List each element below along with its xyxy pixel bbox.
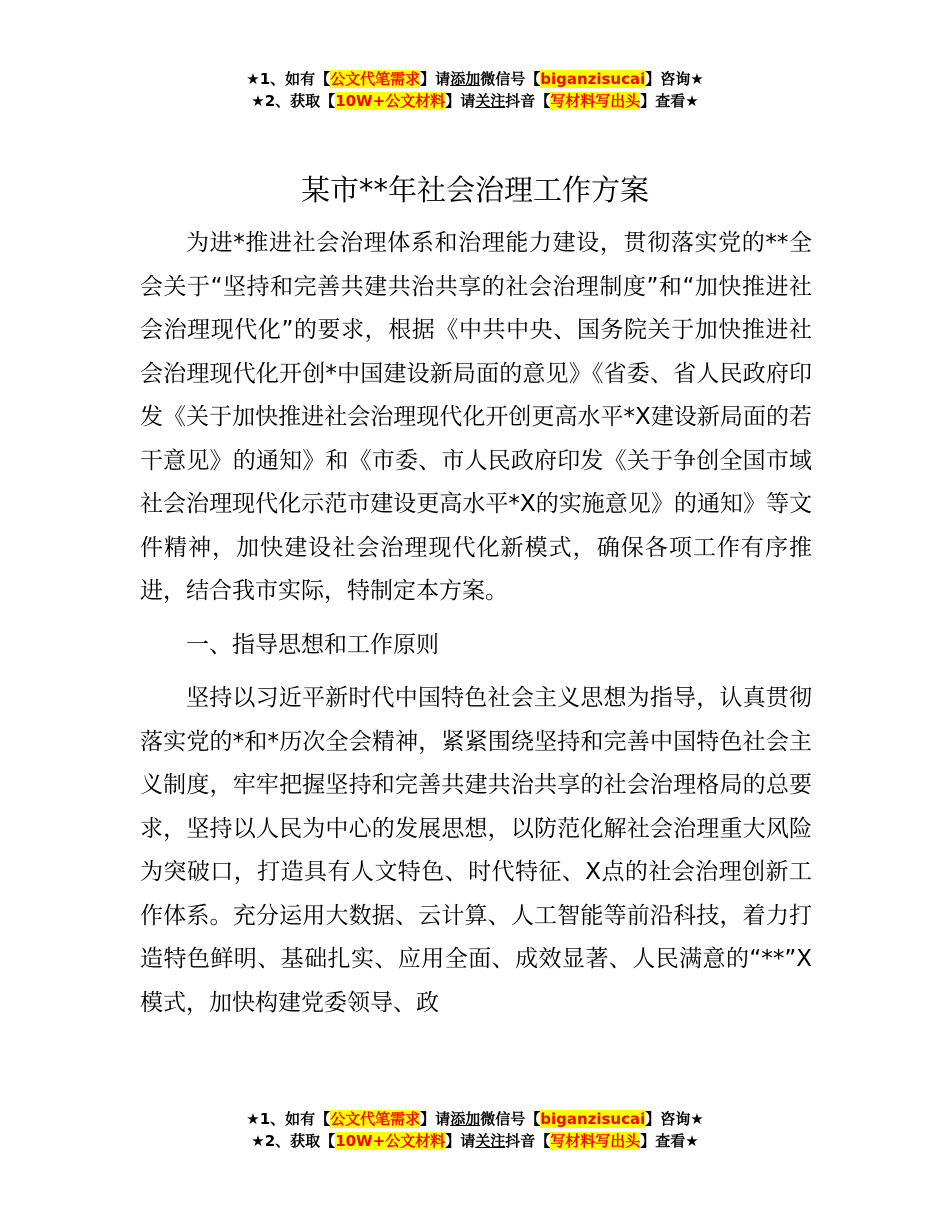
footer-line-2-mid2: 抖音【 (505, 1132, 551, 1150)
header-banner (0, 68, 950, 112)
footer-line-2-underlined: 关注 (475, 1132, 506, 1150)
footer-line-2 (0, 1130, 950, 1152)
header-line-2-highlight-materials: 10W+公文材料 (335, 92, 446, 110)
document-title: 某市**年社会治理工作方案 (300, 173, 649, 207)
header-line-1-mid2: 微信号【 (480, 70, 541, 88)
header-line-1-post: 】咨询★ (645, 70, 704, 88)
footer-line-1-underlined: 添加 (450, 1110, 481, 1128)
intro-paragraph: 为进*推进社会治理体系和治理能力建设，贯彻落实党的**全会关于“坚持和完善共建共治共享的社会治理制度”和“加快推进社会治理现代化”的要求，根据《中共中央、国务院关于加快推进社会治理现代化开创*中国建设新局面的意见》《省委、省人民政府印发《关于加快推进社会治理现代化开创更高水平*X建设新局面的若干意见》的通知》和《市委、市人民政府印发《关于争创全国市域社会治理现代化示范市建设更高水平*X的实施意见》的通知》等文件精神，加快建设社会治理现代化新模式，确保各项工作有序推进，结合我市实际，特制定本方案。 (140, 230, 812, 604)
footer-line-1-post: 】咨询★ (645, 1110, 704, 1128)
guiding-thought-paragraph: 坚持以习近平新时代中国特色社会主义思想为指导，认真贯彻落实党的*和*历次全会精神，紧紧围绕坚持和完善中国特色社会主义制度，牢牢把握坚持和完善共建共治共享的社会治理格局的总要求，坚持以人民为中心的发展思想，以防范化解社会治理重大风险为突破口，打造具有人文特色、时代特征、X点的社会治理创新工作体系。充分运用大数据、云计算、人工智能等前沿科技，着力打造特色鲜明、基础扎实、应用全面、成效显著、人民满意的“**”X模式，加快构建党委领导、政 (140, 685, 812, 1016)
footer-line-1-highlight-wechat: biganzisucai (540, 1110, 646, 1128)
header-line-1-mid1: 】请 (420, 70, 451, 88)
header-line-1-highlight-service: 公文代笔需求 (330, 70, 421, 88)
footer-banner (0, 1108, 950, 1152)
footer-line-1-pre: ★1、如有【 (246, 1110, 331, 1128)
header-line-2-underlined: 关注 (475, 92, 506, 110)
footer-line-2-highlight-materials: 10W+公文材料 (335, 1132, 446, 1150)
header-line-2-pre: ★2、获取【 (251, 92, 336, 110)
footer-line-2-pre: ★2、获取【 (251, 1132, 336, 1150)
footer-line-1-mid2: 微信号【 (480, 1110, 541, 1128)
header-line-1-underlined: 添加 (450, 70, 481, 88)
footer-line-1-mid1: 】请 (420, 1110, 451, 1128)
footer-line-2-post: 】查看★ (640, 1132, 699, 1150)
header-line-2-mid1: 】请 (445, 92, 476, 110)
header-line-2-highlight-douyin: 写材料写出头 (550, 92, 641, 110)
footer-line-2-highlight-douyin: 写材料写出头 (550, 1132, 641, 1150)
header-line-2 (0, 90, 950, 112)
document-body (140, 222, 812, 1025)
section-heading-1: 一、指导思想和工作原则 (186, 631, 439, 658)
footer-line-1 (0, 1108, 950, 1130)
header-line-2-mid2: 抖音【 (505, 92, 551, 110)
footer-line-1-highlight-service: 公文代笔需求 (330, 1110, 421, 1128)
header-line-1 (0, 68, 950, 90)
header-line-1-highlight-wechat: biganzisucai (540, 70, 646, 88)
footer-line-2-mid1: 】请 (445, 1132, 476, 1150)
header-line-1-pre: ★1、如有【 (246, 70, 331, 88)
header-line-2-post: 】查看★ (640, 92, 699, 110)
